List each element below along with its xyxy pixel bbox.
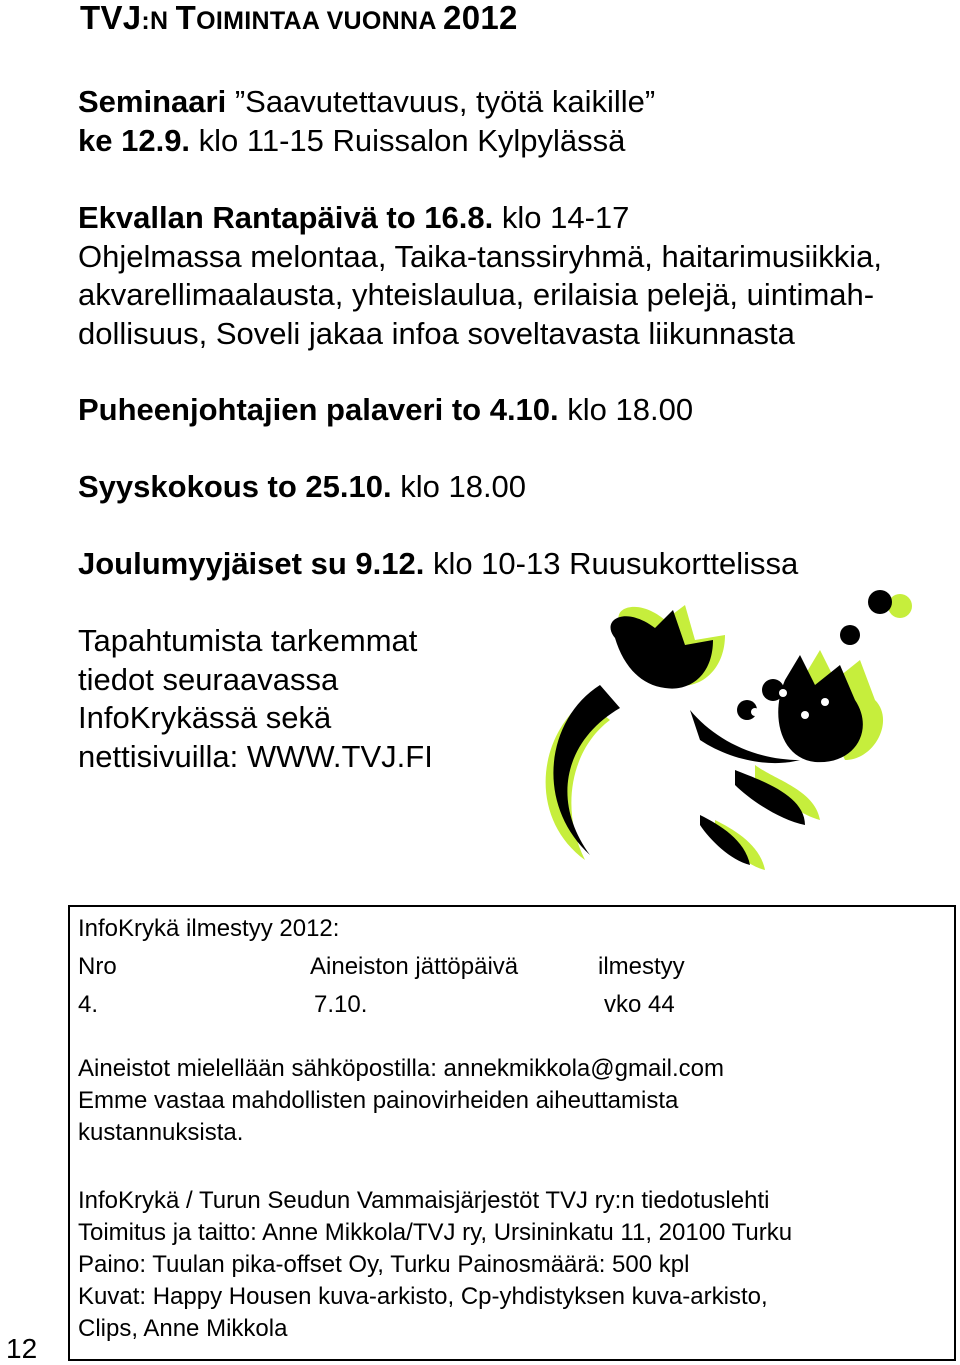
page-number: 12 xyxy=(6,1333,38,1364)
info-paragraph: Tapahtumista tarkemmat tiedot seuraavassa InfoKrykässä sekä nettisivuilla: WWW.TVJ.FI xyxy=(78,623,433,774)
row-number: 4. xyxy=(78,991,99,1018)
black-shapes xyxy=(553,590,892,865)
header-deadline: Aineiston jättöpäivä xyxy=(310,953,519,980)
event-beach-day: Ekvallan Rantapäivä to 16.8. klo 14-17 Ohjelmassa melontaa, Taika-tanssiryhmä, haitarimusiikkia, akvarellimaalausta, yhteislaulua, erilaisia pelejä, uintimah- dollisuus, Soveli jakaa infoa soveltavasta liikunnasta xyxy=(78,199,882,353)
row-deadline: 7.10. xyxy=(314,991,368,1018)
publication-info-box xyxy=(68,905,956,1361)
event-description: dollisuus, Soveli jakaa infoa soveltavasta liikunnasta xyxy=(78,315,795,351)
event-autumn-meeting: Syyskokous to 25.10. klo 18.00 xyxy=(78,469,527,504)
schedule-row xyxy=(78,989,938,1021)
credits: InfoKrykä / Turun Seudun Vammaisjärjestöt TVJ ry:n tiedotuslehti Toimitus ja taitto: Anne Mikkola/TVJ ry, Ursininkatu 11, 20100 Turku Paino: Tuulan pika-offset Oy, Turku Painosmäärä: 500 kpl Kuvat: Happy Housen kuva-arkisto, Cp-yhdistyksen kuva-arkisto, Clips, Anne Mikkola xyxy=(78,1187,793,1342)
header-publish: ilmestyy xyxy=(598,953,685,980)
event-chairs-meeting: Puheenjohtajien palaveri to 4.10. klo 18.00 xyxy=(78,392,694,427)
page-title: TVJ:N TOIMINTAA VUONNA 2012 xyxy=(80,0,518,36)
event-christmas-fair: Joulumyyjäiset su 9.12. klo 10-13 Ruusukorttelissa xyxy=(78,546,799,581)
event-seminar: Seminaari ”Saavutettavuus, työtä kaikille” ke 12.9. klo 11-15 Ruissalon Kylpylässä xyxy=(78,84,656,158)
contact-info: Aineistot mielellään sähköpostilla: annekmikkola@gmail.com Emme vastaa mahdollisten painovirheiden aiheuttamista kustannuksista. xyxy=(78,1055,724,1146)
publication-title: InfoKrykä ilmestyy 2012: xyxy=(78,915,340,942)
flower-illustration xyxy=(515,590,935,880)
event-description: Ohjelmassa melontaa, Taika-tanssiryhmä, haitarimusiikkia, xyxy=(78,238,883,274)
event-description: akvarellimaalausta, yhteislaulua, erilaisia pelejä, uintimah- xyxy=(78,277,875,312)
row-publish: vko 44 xyxy=(604,991,675,1018)
schedule-header xyxy=(78,951,938,983)
header-number: Nro xyxy=(78,953,117,980)
